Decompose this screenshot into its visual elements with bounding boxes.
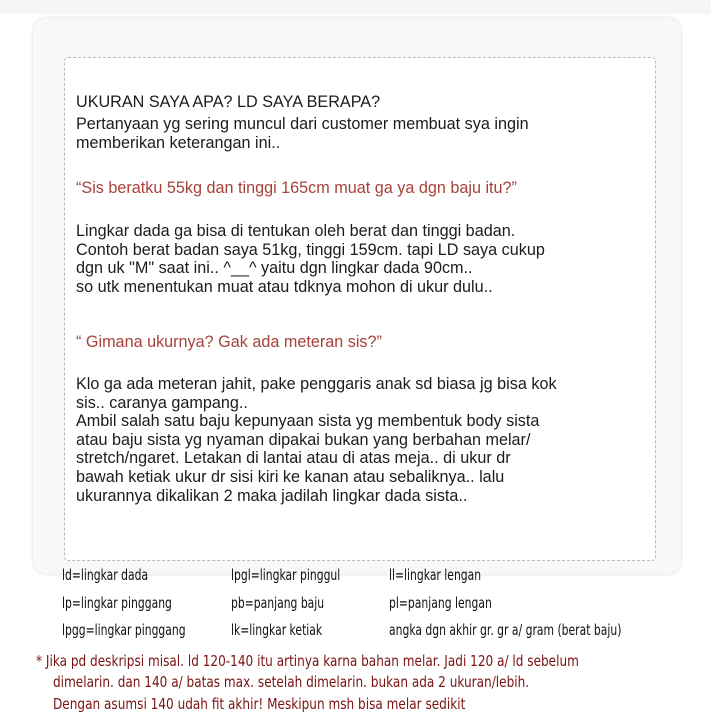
abbreviation-legend: [0, 566, 711, 646]
paragraph-line: Contoh berat badan saya 51kg, tinggi 159cm. tapi LD saya cukup: [76, 240, 545, 259]
size-note: [0, 648, 711, 711]
paragraph-line: bawah ketiak ukur dr sisi kiri ke kanan atau sebaliknya.. lalu: [76, 467, 505, 486]
legend-item: lp=lingkar pinggang: [62, 594, 172, 612]
intro-line: memberikan keterangan ini..: [76, 133, 281, 152]
paragraph-line: Lingkar dada ga bisa di tentukan oleh berat dan tinggi badan.: [76, 222, 516, 240]
paragraph-line: atau baju sista yg nyaman dipakai bukan yang berbahan melar/: [76, 430, 531, 449]
paragraph-line: stretch/ngaret. Letakan di lantai atau di atas meja.. di ukur dr: [76, 449, 511, 468]
note-line: * Jika pd deskripsi misal. ld 120-140 itu artinya karna bahan melar. Jadi 120 a/ ld sebelum: [36, 652, 579, 670]
customer-quote-2: “ Gimana ukurnya? Gak ada meteran sis?”: [76, 333, 382, 351]
legend-item: lpgg=lingkar pinggang: [62, 621, 186, 639]
explanation-paragraph-1: [76, 222, 666, 296]
legend-item: ld=lingkar dada: [62, 566, 149, 584]
intro-line: Pertanyaan yg sering muncul dari customer membuat sya ingin: [76, 115, 529, 133]
paragraph-line: dgn uk "M" saat ini.. ^__^ yaitu dgn lingkar dada 90cm..: [76, 259, 473, 278]
paragraph-line: sis.. caranya gampang..: [76, 393, 248, 412]
legend-item: lk=lingkar ketiak: [231, 621, 323, 639]
paragraph-line: Klo ga ada meteran jahit, pake penggaris anak sd biasa jg bisa kok: [76, 375, 557, 393]
intro-paragraph: [76, 115, 666, 152]
note-line: Dengan asumsi 140 udah fit akhir! Meskipun msh bisa melar sedikit: [53, 695, 466, 713]
top-band: [0, 0, 711, 14]
header-question: UKURAN SAYA APA? LD SAYA BERAPA?: [76, 93, 381, 111]
legend-item: ll=lingkar lengan: [389, 566, 482, 584]
legend-item: angka dgn akhir gr. gr a/ gram (berat baju): [389, 621, 622, 639]
explanation-paragraph-2: [76, 375, 666, 505]
paragraph-line: Ambil salah satu baju kepunyaan sista yg membentuk body sista: [76, 412, 540, 431]
legend-item: pb=panjang baju: [231, 594, 325, 612]
customer-quote-1: “Sis beratku 55kg dan tinggi 165cm muat ga ya dgn baju itu?”: [76, 179, 517, 197]
legend-item: lpgl=lingkar pinggul: [231, 566, 341, 584]
legend-item: pl=panjang lengan: [389, 594, 492, 612]
note-line: dimelarin. dan 140 a/ batas max. setelah dimelarin. bukan ada 2 ukuran/lebih.: [53, 673, 530, 691]
paragraph-line: so utk menentukan muat atau tdknya mohon di ukur dulu..: [76, 277, 493, 296]
paragraph-line: ukurannya dikalikan 2 maka jadilah lingkar dada sista..: [76, 486, 468, 505]
